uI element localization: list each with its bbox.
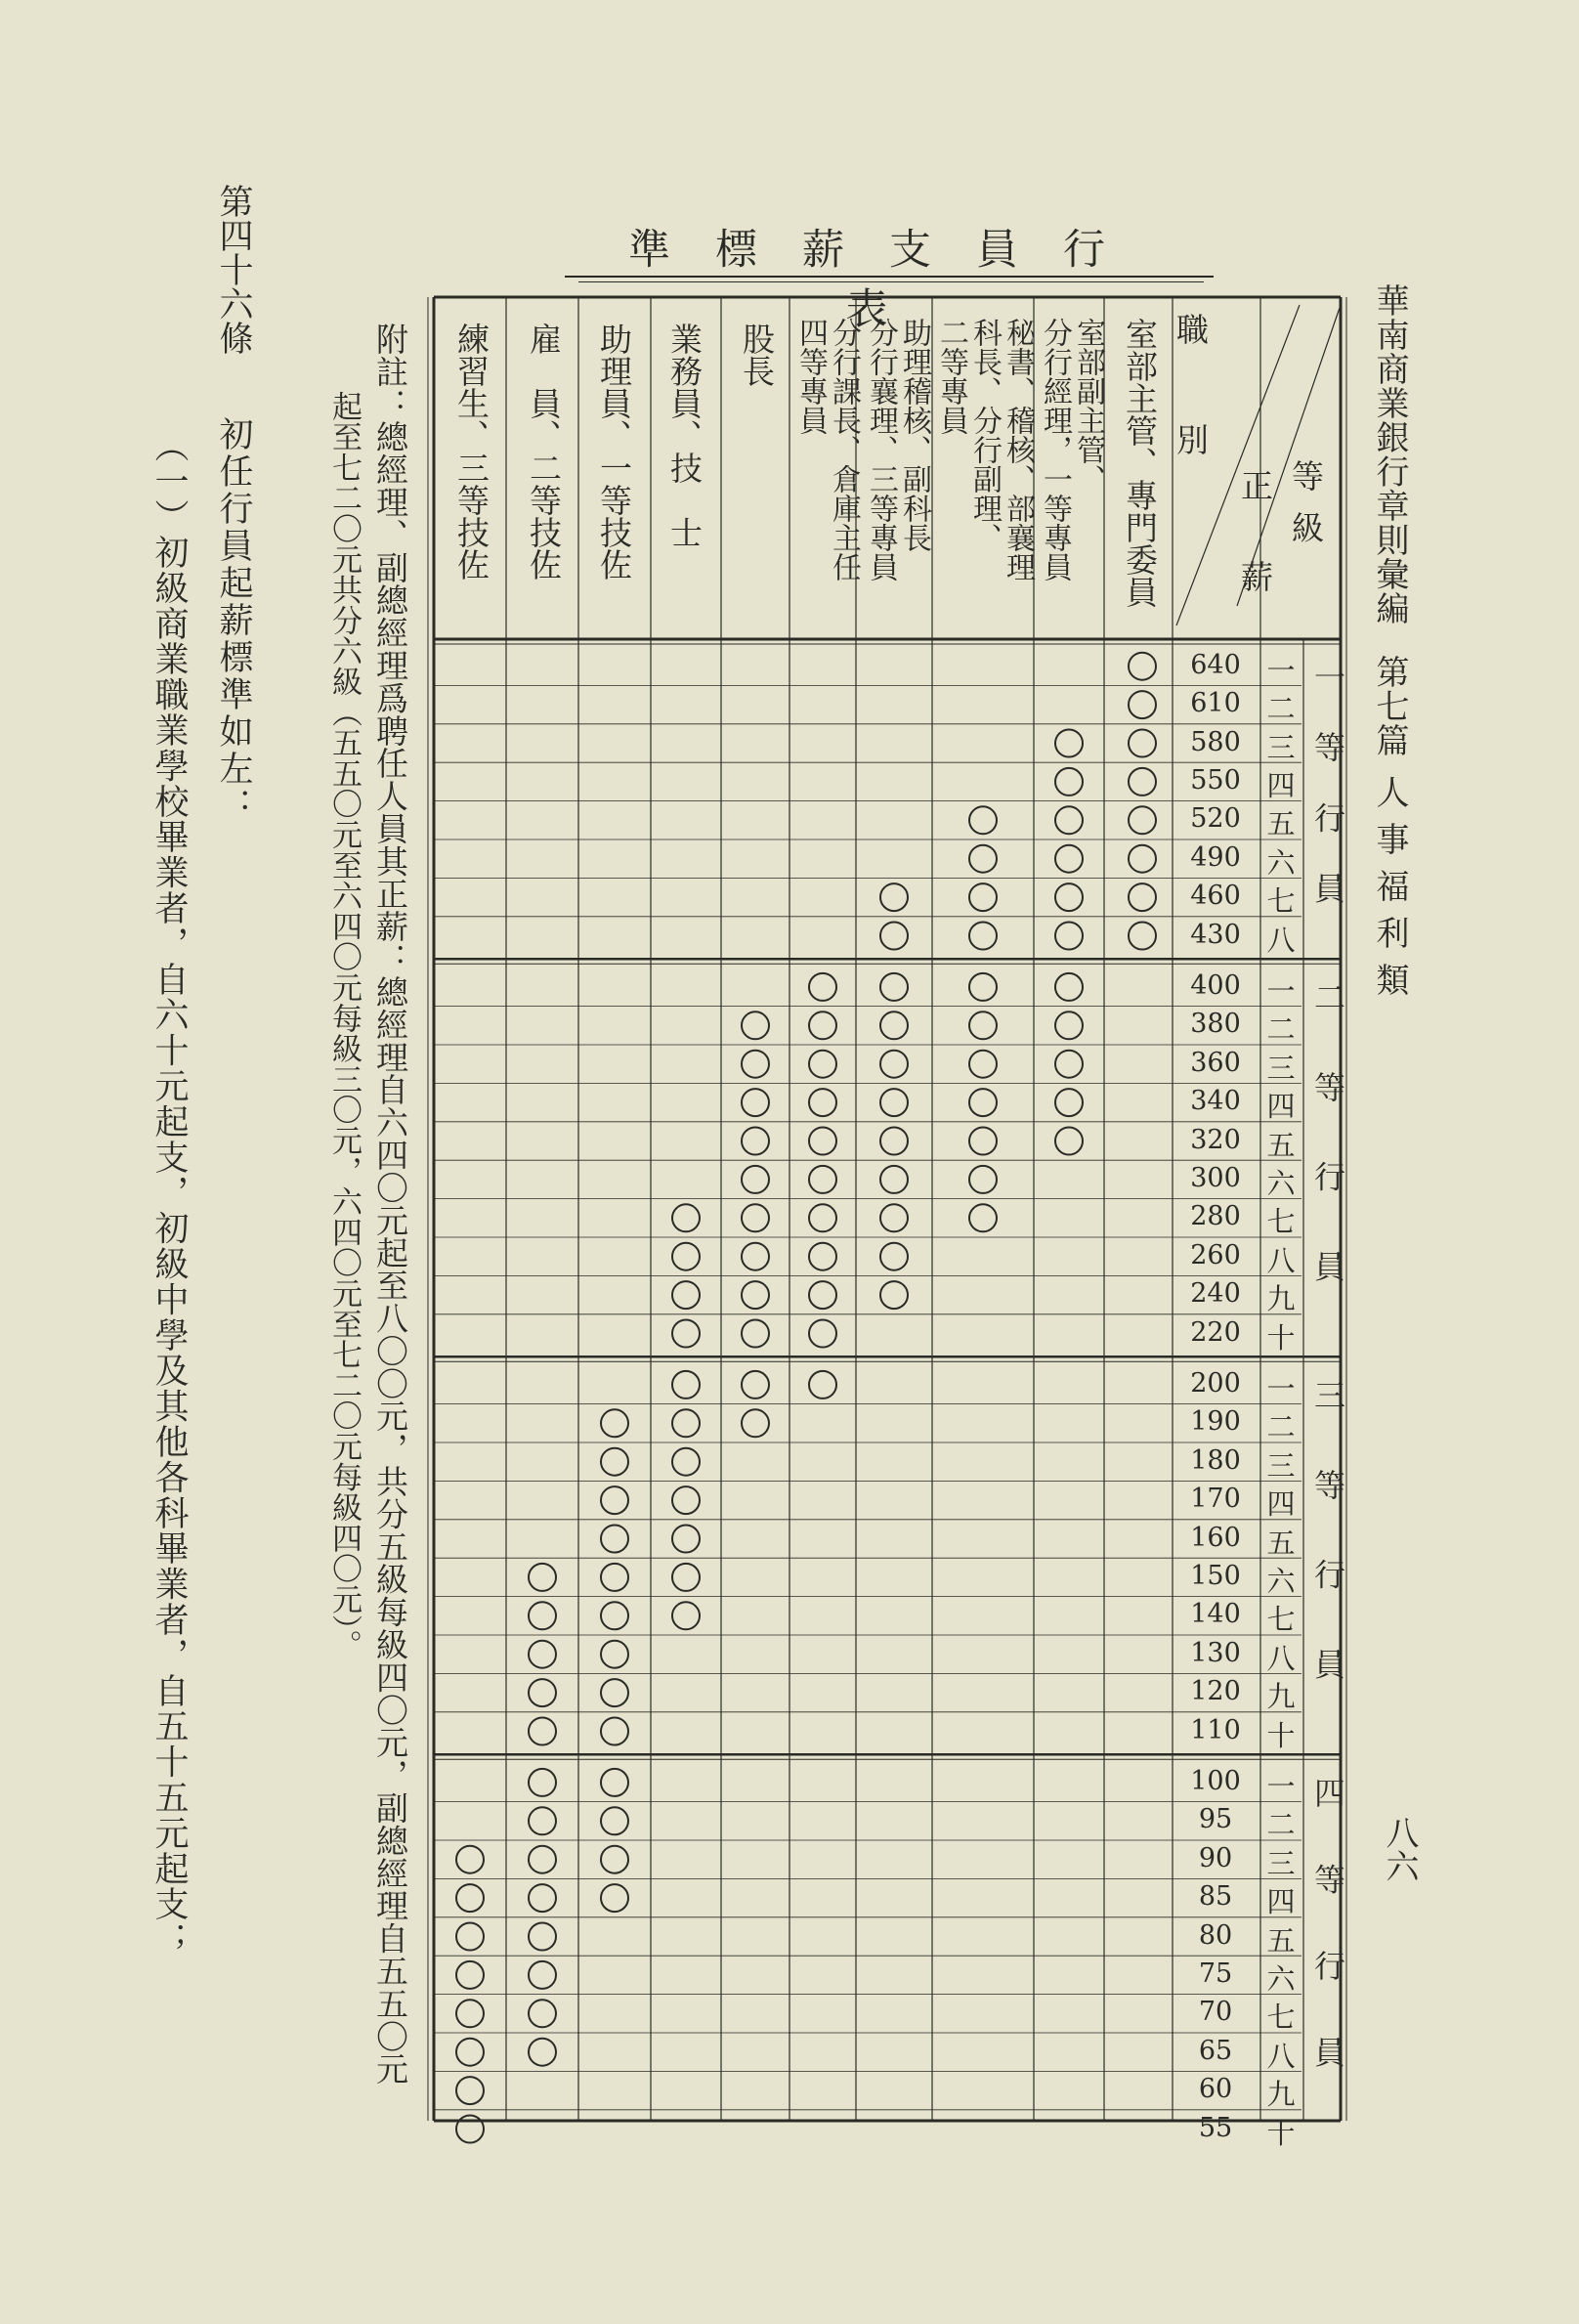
eligibility-mark [880,883,908,911]
salary-value: 300 [1190,1162,1241,1193]
eligibility-mark [601,1564,628,1591]
step-number: 七 [1266,1603,1296,1637]
page-number: 八六 [1380,1816,1419,1882]
eligibility-mark [742,1281,769,1309]
salary-value: 260 [1190,1239,1241,1270]
salary-value: 65 [1198,2035,1233,2066]
eligibility-mark [880,973,908,1001]
eligibility-mark [969,1166,997,1193]
step-number: 一 [1266,973,1296,1008]
eligibility-mark [1055,845,1083,873]
eligibility-mark [742,1166,769,1193]
eligibility-mark [529,1564,556,1591]
eligibility-mark [742,1371,769,1399]
step-number: 四 [1266,1090,1296,1124]
eligibility-mark [809,1128,836,1155]
salary-value: 80 [1198,1919,1233,1951]
eligibility-mark [880,1281,908,1309]
step-number: 一 [1266,653,1296,687]
salary-value: 130 [1190,1637,1241,1668]
eligibility-mark [880,1051,908,1078]
eligibility-mark [529,1641,556,1668]
salary-value: 200 [1190,1367,1241,1399]
eligibility-mark [742,1011,769,1039]
step-number: 九 [1266,1680,1296,1714]
eligibility-mark [672,1320,700,1348]
step-number: 三 [1266,1846,1296,1880]
eligibility-mark [742,1409,769,1437]
step-number: 三 [1266,1051,1296,1085]
salary-value: 340 [1190,1086,1241,1117]
salary-value: 400 [1190,969,1241,1001]
salary-value: 95 [1198,1804,1233,1835]
eligibility-mark [969,845,997,873]
salary-value: 190 [1190,1406,1241,1438]
salary-value: 70 [1198,1997,1233,2028]
eligibility-mark [969,923,997,950]
eligibility-mark [969,1051,997,1078]
eligibility-mark [809,1281,836,1309]
eligibility-mark [529,1923,556,1951]
eligibility-mark [969,1089,997,1116]
eligibility-mark [1055,973,1083,1001]
salary-value: 220 [1190,1316,1241,1348]
position-section-chief-line1: 分行課長、倉庫主任 [827,318,861,581]
eligibility-mark [601,1602,628,1629]
salary-value: 85 [1198,1881,1233,1913]
eligibility-mark [809,1320,836,1348]
eligibility-mark [601,1846,628,1873]
salary-value: 160 [1190,1522,1241,1553]
step-number: 十 [1266,2116,1296,2150]
eligibility-mark [529,1718,556,1745]
eligibility-mark [529,1769,556,1796]
eligibility-mark [601,1884,628,1912]
step-number: 一 [1266,1769,1296,1803]
eligibility-mark [529,1884,556,1912]
eligibility-mark [1055,923,1083,950]
eligibility-mark [742,1243,769,1270]
eligibility-mark [880,1011,908,1039]
eligibility-mark [672,1204,700,1231]
eligibility-mark [601,1409,628,1437]
step-number: 六 [1266,1564,1296,1598]
eligibility-mark [1055,1089,1083,1116]
step-number: 七 [1266,884,1296,919]
header-position: 職別 [1172,313,1210,534]
eligibility-mark [672,1602,700,1629]
article-number: 第四十六條 [214,184,253,355]
step-number: 十 [1266,1718,1296,1752]
position-clerk-technician: 業務員、技 士 [665,323,704,548]
eligibility-mark [672,1409,700,1437]
step-number: 七 [1266,2001,1296,2035]
step-number: 二 [1266,692,1296,726]
salary-value: 640 [1190,649,1241,680]
eligibility-mark [880,1166,908,1193]
salary-value: 110 [1190,1714,1241,1745]
eligibility-mark [529,1602,556,1629]
header-grade: 等級 [1287,459,1325,563]
eligibility-mark [601,1718,628,1745]
eligibility-mark [456,1884,484,1912]
position-assistant-auditor-line2: 分行襄理、三等專員 [864,318,898,581]
position-secretary-line3: 二等專員 [934,318,968,435]
eligibility-mark [742,1051,769,1078]
eligibility-mark [742,1089,769,1116]
eligibility-mark [601,1807,628,1834]
position-deputy-head-line2: 分行經理，一等專員 [1038,318,1072,581]
step-number: 三 [1266,730,1296,764]
article-text: 初任行員起薪標準如左： [214,416,253,825]
eligibility-mark [880,1128,908,1155]
eligibility-mark [880,923,908,950]
table-title: 行員支薪標準表 [628,226,1150,334]
eligibility-mark [969,1204,997,1231]
eligibility-mark [1129,806,1156,834]
eligibility-mark [1129,923,1156,950]
eligibility-mark [880,1243,908,1270]
eligibility-mark [456,2039,484,2066]
step-number: 五 [1266,807,1296,841]
eligibility-mark [742,1204,769,1231]
note-line-1: 附註：總經理、副總經理爲聘任人員其正薪：總經理自六四〇元起至八〇〇元，共分五級每級四〇元，副總經理自五五〇元 [371,323,409,2086]
header-salary: 正薪 [1236,469,1274,651]
grade-label: 四等行員 [1309,1777,1346,2124]
eligibility-mark [529,2000,556,2027]
step-number: 四 [1266,768,1296,802]
salary-value: 460 [1190,881,1241,912]
eligibility-mark [880,1204,908,1231]
step-number: 四 [1266,1885,1296,1919]
eligibility-mark [1129,653,1156,680]
eligibility-mark [1129,883,1156,911]
eligibility-mark [969,973,997,1001]
grade-label: 一等行員 [1309,661,1346,943]
eligibility-mark [672,1243,700,1270]
salary-value: 240 [1190,1278,1241,1310]
position-senior-head: 室部主管、專門委員 [1121,318,1159,608]
salary-value: 490 [1190,841,1241,873]
salary-value: 120 [1190,1676,1241,1707]
position-secretary-line2: 科長、分行副理、 [967,318,1002,552]
step-number: 九 [1266,1282,1296,1316]
eligibility-mark [809,1166,836,1193]
eligibility-mark [601,1448,628,1476]
salary-value: 75 [1198,1958,1233,1989]
eligibility-mark [1055,768,1083,796]
salary-value: 170 [1190,1484,1241,1515]
position-secretary-line1: 秘書、稽核、部襄理 [1001,318,1035,581]
step-number: 五 [1266,1526,1296,1560]
salary-value: 140 [1190,1599,1241,1630]
eligibility-mark [601,1769,628,1796]
book-title: 華南商業銀行章則彙編 [1370,283,1409,625]
eligibility-mark [456,2077,484,2104]
step-number: 二 [1266,1012,1296,1047]
position-employee: 雇 員、二等技佐 [525,323,563,581]
eligibility-mark [809,1089,836,1116]
eligibility-mark [1055,806,1083,834]
eligibility-mark [456,1846,484,1873]
eligibility-mark [809,1371,836,1399]
step-number: 七 [1266,1205,1296,1239]
salary-value: 320 [1190,1124,1241,1155]
position-deputy-head-line1: 室部副主管、 [1071,318,1105,494]
step-number: 八 [1266,2039,1296,2073]
eligibility-mark [672,1564,700,1591]
eligibility-mark [672,1526,700,1553]
eligibility-mark [969,1011,997,1039]
salary-value: 90 [1198,1842,1233,1873]
article-item-1: （一）初級商業職業學校畢業者，自六十元起支，初級中學及其他各科畢業者，自五十五元起支； [149,428,189,1958]
eligibility-mark [672,1486,700,1514]
eligibility-mark [601,1526,628,1553]
eligibility-mark [809,1243,836,1270]
salary-value: 430 [1190,919,1241,950]
salary-value: 520 [1190,803,1241,835]
salary-value: 55 [1198,2112,1233,2143]
salary-value: 610 [1190,688,1241,719]
step-number: 五 [1266,1923,1296,1958]
salary-value: 280 [1190,1201,1241,1232]
step-number: 八 [1266,1243,1296,1277]
eligibility-mark [1129,845,1156,873]
salary-value: 580 [1190,726,1241,757]
eligibility-mark [969,1128,997,1155]
step-number: 六 [1266,845,1296,880]
eligibility-mark [672,1281,700,1309]
grade-label: 二等行員 [1309,981,1346,1341]
eligibility-mark [809,973,836,1001]
step-number: 三 [1266,1448,1296,1483]
note-line-2: 起至七二〇元共分六級（五五〇元至六四〇元每級三〇元，六四〇元至七二〇元每級四〇元）。 [326,391,362,1661]
grade-label: 三等行員 [1309,1379,1346,1739]
position-trainee: 練習生、三等技佐 [452,323,491,581]
eligibility-mark [742,1128,769,1155]
eligibility-mark [742,1320,769,1348]
eligibility-mark [1055,1128,1083,1155]
eligibility-mark [809,1011,836,1039]
salary-value: 550 [1190,764,1241,796]
salary-value: 380 [1190,1009,1241,1040]
eligibility-mark [1055,730,1083,757]
step-number: 四 [1266,1487,1296,1522]
salary-value: 60 [1198,2074,1233,2105]
position-section-chief-line2: 四等專員 [793,318,828,435]
eligibility-mark [809,1204,836,1231]
eligibility-mark [529,1961,556,1989]
position-assistant-auditor-line1: 助理稽核、副科長 [897,318,931,552]
eligibility-mark [1129,691,1156,718]
salary-value: 150 [1190,1560,1241,1591]
salary-value: 360 [1190,1047,1241,1078]
step-number: 八 [1266,1641,1296,1675]
eligibility-mark [1055,1011,1083,1039]
eligibility-mark [456,2000,484,2027]
position-unit-chief: 股長 [738,323,776,387]
eligibility-mark [672,1448,700,1476]
step-number: 一 [1266,1371,1296,1405]
eligibility-mark [456,1961,484,1989]
category-label: 人事福利類 [1370,775,1409,1010]
step-number: 六 [1266,1961,1296,1996]
eligibility-mark [809,1051,836,1078]
salary-value: 100 [1190,1765,1241,1796]
step-number: 八 [1266,923,1296,957]
eligibility-mark [529,1807,556,1834]
part-label: 第七篇 [1370,655,1409,757]
eligibility-mark [1129,730,1156,757]
step-number: 五 [1266,1128,1296,1162]
eligibility-mark [601,1679,628,1706]
step-number: 二 [1266,1410,1296,1444]
eligibility-mark [529,1679,556,1706]
eligibility-mark [880,1089,908,1116]
step-number: 十 [1266,1320,1296,1355]
eligibility-mark [969,883,997,911]
eligibility-mark [456,1923,484,1951]
step-number: 六 [1266,1166,1296,1200]
eligibility-mark [1055,1051,1083,1078]
step-number: 九 [1266,2078,1296,2112]
salary-value: 180 [1190,1444,1241,1476]
eligibility-mark [672,1371,700,1399]
eligibility-mark [1055,883,1083,911]
eligibility-mark [529,1846,556,1873]
eligibility-mark [601,1641,628,1668]
eligibility-mark [1129,768,1156,796]
eligibility-mark [529,2039,556,2066]
position-assistant-clerk: 助理員、一等技佐 [595,323,633,581]
eligibility-mark [969,806,997,834]
step-number: 二 [1266,1808,1296,1842]
eligibility-mark [601,1486,628,1514]
